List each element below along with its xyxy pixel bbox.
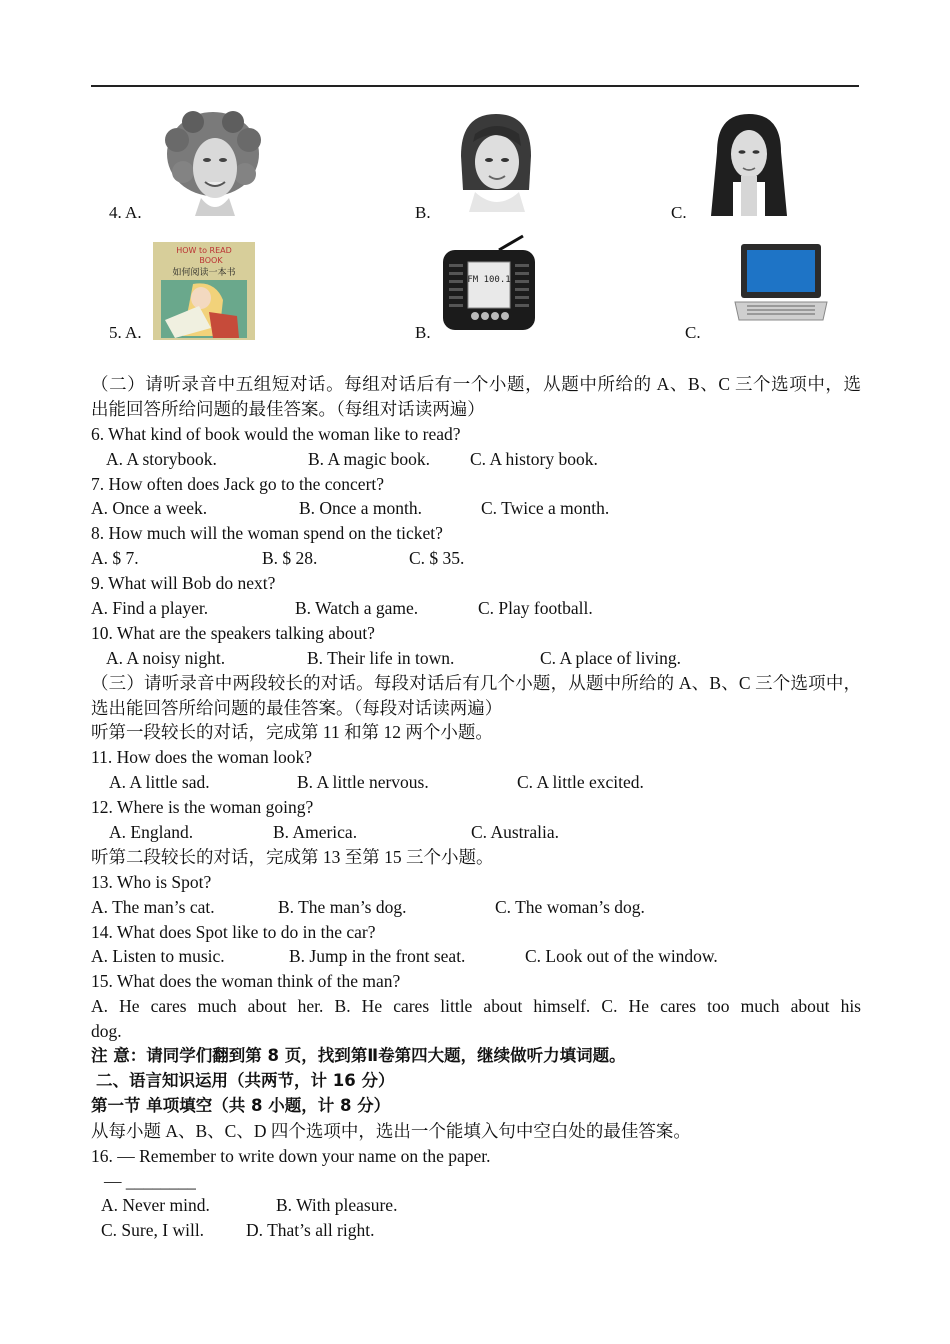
listening-and-grammar-section	[91, 372, 861, 1243]
question-8-options	[91, 546, 861, 571]
question-12: 12. Where is the woman going?	[91, 797, 314, 818]
q16-option-c: C. Sure, I will.	[101, 1220, 205, 1241]
radio-picture	[441, 234, 537, 332]
q11-option-c: C. A little excited.	[517, 772, 644, 793]
part-two-heading: 二、语言知识运用（共两节，计 16 分）	[96, 1070, 395, 1090]
book-cover-picture	[153, 242, 255, 340]
q7-option-c: C. Twice a month.	[481, 498, 610, 519]
q11-option-b: B. A little nervous.	[297, 772, 429, 793]
long-hair-woman-photo	[707, 112, 791, 218]
q14-option-a: A. Listen to music.	[91, 946, 225, 967]
question-16: 16. — Remember to write down your name on the paper.	[91, 1145, 491, 1166]
question-16-reply: — ________	[104, 1170, 196, 1191]
q8-option-a: A. $ 7.	[91, 548, 139, 569]
book-title-mid: BOOK	[199, 256, 223, 265]
q16-option-a: A. Never mind.	[101, 1195, 210, 1216]
dialogue1-instruction: 听第一段较长的对话，完成第 11 和第 12 两个小题。	[91, 722, 493, 743]
radio-frequency-display: FM 100.1	[467, 275, 511, 285]
q12-option-b: B. America.	[273, 822, 358, 843]
dialogue2-instruction: 听第二段较长的对话，完成第 13 至第 15 三个小题。	[91, 846, 494, 867]
q13-option-a: A. The man’s cat.	[91, 896, 215, 917]
question-9: 9. What will Bob do next?	[91, 573, 276, 594]
section-one-instruction: 从每小题 A、B、C、D 四个选项中，选出一个能填入句中空白处的最佳答案。	[91, 1120, 691, 1141]
notice-text: 注 意：请同学们翻到第 8 页，找到第Ⅱ卷第四大题，继续做听力填词题。	[91, 1046, 626, 1066]
q9-option-a: A. Find a player.	[91, 598, 209, 619]
question-4-pictures	[91, 108, 861, 228]
section-one-heading: 第一节 单项填空（共 8 小题，计 8 分）	[91, 1095, 391, 1115]
q13-option-c: C. The woman’s dog.	[495, 896, 645, 917]
q9-option-b: B. Watch a game.	[295, 598, 419, 619]
q6-option-a: A. A storybook.	[106, 448, 217, 469]
q16-option-b: B. With pleasure.	[276, 1195, 398, 1216]
question-16-options-row1	[91, 1193, 861, 1218]
question-10-options	[91, 646, 861, 671]
question-7: 7. How often does Jack go to the concert?	[91, 473, 385, 494]
book-title-chinese: 如何阅读一本书	[172, 268, 236, 278]
q4-option-a-label: 4. A.	[109, 203, 142, 222]
question-15: 15. What does the woman think of the man?	[91, 971, 401, 992]
q16-option-d: D. That’s all right.	[246, 1220, 375, 1241]
q10-option-a: A. A noisy night.	[106, 647, 226, 668]
question-11: 11. How does the woman look?	[91, 747, 312, 768]
question-6: 6. What kind of book would the woman like to read?	[91, 423, 461, 444]
question-14-options	[91, 944, 861, 969]
q7-option-a: A. Once a week.	[91, 498, 208, 519]
q10-option-c: C. A place of living.	[540, 647, 681, 668]
q6-option-c: C. A history book.	[470, 448, 598, 469]
question-9-options	[91, 596, 861, 621]
q10-option-b: B. Their life in town.	[307, 647, 455, 668]
laptop-picture	[733, 242, 829, 326]
section3-intro-line1: （三）请听录音中两段较长的对话。每段对话后有几个小题，从题中所给的 A、B、C 三个选项中，	[91, 672, 861, 693]
question-11-options	[91, 770, 861, 795]
q12-option-a: A. England.	[109, 822, 194, 843]
q8-option-b: B. $ 28.	[262, 548, 318, 569]
q12-option-c: C. Australia.	[471, 822, 559, 843]
curly-hair-woman-photo	[163, 110, 263, 216]
q4-option-b-label: B.	[415, 203, 431, 222]
q7-option-b: B. Once a month.	[299, 498, 422, 519]
section2-intro-line1: （二）请听录音中五组短对话。每组对话后有一个小题，从题中所给的 A、B、C 三个选项中，选	[91, 374, 861, 394]
q13-option-b: B. The man’s dog.	[278, 896, 407, 917]
question-13: 13. Who is Spot?	[91, 871, 212, 892]
section2-intro-line2: 出能回答所给问题的最佳答案。（每组对话读两遍）	[91, 398, 485, 419]
question-16-options-row2	[91, 1218, 861, 1243]
question-13-options	[91, 895, 861, 920]
q8-option-c: C. $ 35.	[409, 548, 465, 569]
q14-option-b: B. Jump in the front seat.	[289, 946, 466, 967]
question-8: 8. How much will the woman spend on the ticket?	[91, 523, 443, 544]
q5-option-a-label: 5. A.	[109, 323, 142, 342]
section3-intro-line2: 选出能回答所给问题的最佳答案。（每段对话读两遍）	[91, 697, 503, 718]
header-rule	[91, 85, 859, 87]
question-15-options-line1: A. He cares much about her. B. He cares little about himself. C. He cares too much about his	[91, 996, 861, 1017]
question-12-options	[91, 820, 861, 845]
q4-option-c-label: C.	[671, 203, 687, 222]
question-6-options	[91, 447, 861, 472]
short-hair-woman-photo	[455, 112, 537, 212]
q5-option-b-label: B.	[415, 323, 431, 342]
question-5-pictures	[91, 232, 861, 352]
question-10: 10. What are the speakers talking about?	[91, 622, 375, 643]
q11-option-a: A. A little sad.	[109, 772, 210, 793]
q14-option-c: C. Look out of the window.	[525, 946, 718, 967]
question-15-options-line2: dog.	[91, 1021, 122, 1042]
question-7-options	[91, 496, 861, 521]
q5-option-c-label: C.	[685, 323, 701, 342]
book-title-top: HOW to READ	[176, 246, 232, 255]
question-14: 14. What does Spot like to do in the car?	[91, 921, 376, 942]
q9-option-c: C. Play football.	[478, 598, 593, 619]
q6-option-b: B. A magic book.	[308, 448, 431, 469]
